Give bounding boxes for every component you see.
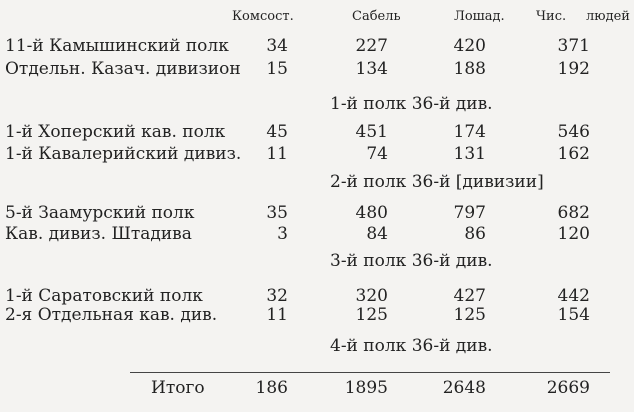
- commsost-value: 15: [266, 59, 288, 79]
- table-row: [0, 224, 634, 246]
- loshad-value: 131: [453, 144, 486, 164]
- loshad-value: 797: [453, 203, 486, 223]
- chis-value: 154: [557, 305, 590, 325]
- unit-name: 1-й Хоперский кав. полк: [5, 122, 226, 142]
- table-row: [0, 36, 634, 58]
- unit-name: 1-й Кавалерийский дивиз.: [5, 144, 242, 164]
- sabel-value: 451: [355, 122, 388, 142]
- sabel-value: 227: [355, 36, 388, 56]
- unit-name: Отдельн. Казач. дивизион: [5, 59, 241, 79]
- chis-value: 371: [557, 36, 590, 56]
- unit-name: 1-й Саратовский полк: [5, 286, 203, 306]
- table-row: [0, 203, 634, 225]
- header-sabel: Сабель: [352, 9, 401, 24]
- total-sabel: 1895: [344, 378, 388, 398]
- loshad-value: 86: [464, 224, 486, 244]
- table-row: [0, 144, 634, 166]
- header-commsost: Комсост.: [232, 9, 294, 24]
- sabel-value: 134: [355, 59, 388, 79]
- header-loshad: Лошад.: [454, 9, 505, 24]
- total-label: Итого: [151, 378, 205, 398]
- loshad-value: 174: [453, 122, 486, 142]
- chis-value: 682: [557, 203, 590, 223]
- total-row: [0, 374, 634, 400]
- sabel-value: 84: [366, 224, 388, 244]
- commsost-value: 45: [266, 122, 288, 142]
- loshad-value: 427: [453, 286, 486, 306]
- subheading: 3-й полк 36-й див.: [330, 251, 493, 271]
- table-row: [0, 305, 634, 327]
- total-commsost: 186: [255, 378, 288, 398]
- total-loshad: 2648: [442, 378, 486, 398]
- chis-value: 162: [557, 144, 590, 164]
- commsost-value: 11: [266, 144, 288, 164]
- unit-name: Кав. дивиз. Штадива: [5, 224, 192, 244]
- chis-value: 120: [557, 224, 590, 244]
- total-divider: [130, 372, 610, 373]
- unit-name: 2-я Отдельная кав. див.: [5, 305, 218, 325]
- table-row: [0, 59, 634, 81]
- header-lyudei: людей: [586, 9, 630, 24]
- chis-value: 192: [557, 59, 590, 79]
- commsost-value: 34: [266, 36, 288, 56]
- header-chis: Чис.: [536, 9, 567, 24]
- commsost-value: 35: [266, 203, 288, 223]
- commsost-value: 11: [266, 305, 288, 325]
- sabel-value: 125: [355, 305, 388, 325]
- loshad-value: 188: [453, 59, 486, 79]
- subheading: 1-й полк 36-й див.: [330, 94, 493, 114]
- loshad-value: 125: [453, 305, 486, 325]
- commsost-value: 32: [266, 286, 288, 306]
- loshad-value: 420: [453, 36, 486, 56]
- unit-name: 5-й Заамурский полк: [5, 203, 195, 223]
- chis-value: 442: [557, 286, 590, 306]
- subheading: 4-й полк 36-й див.: [330, 336, 493, 356]
- table-row: [0, 122, 634, 144]
- commsost-value: 3: [277, 224, 288, 244]
- sabel-value: 320: [355, 286, 388, 306]
- subheading: 2-й полк 36-й [дивизии]: [330, 172, 544, 192]
- total-chis: 2669: [546, 378, 590, 398]
- unit-name: 11-й Камышинский полк: [5, 36, 229, 56]
- sabel-value: 74: [366, 144, 388, 164]
- sabel-value: 480: [355, 203, 388, 223]
- chis-value: 546: [557, 122, 590, 142]
